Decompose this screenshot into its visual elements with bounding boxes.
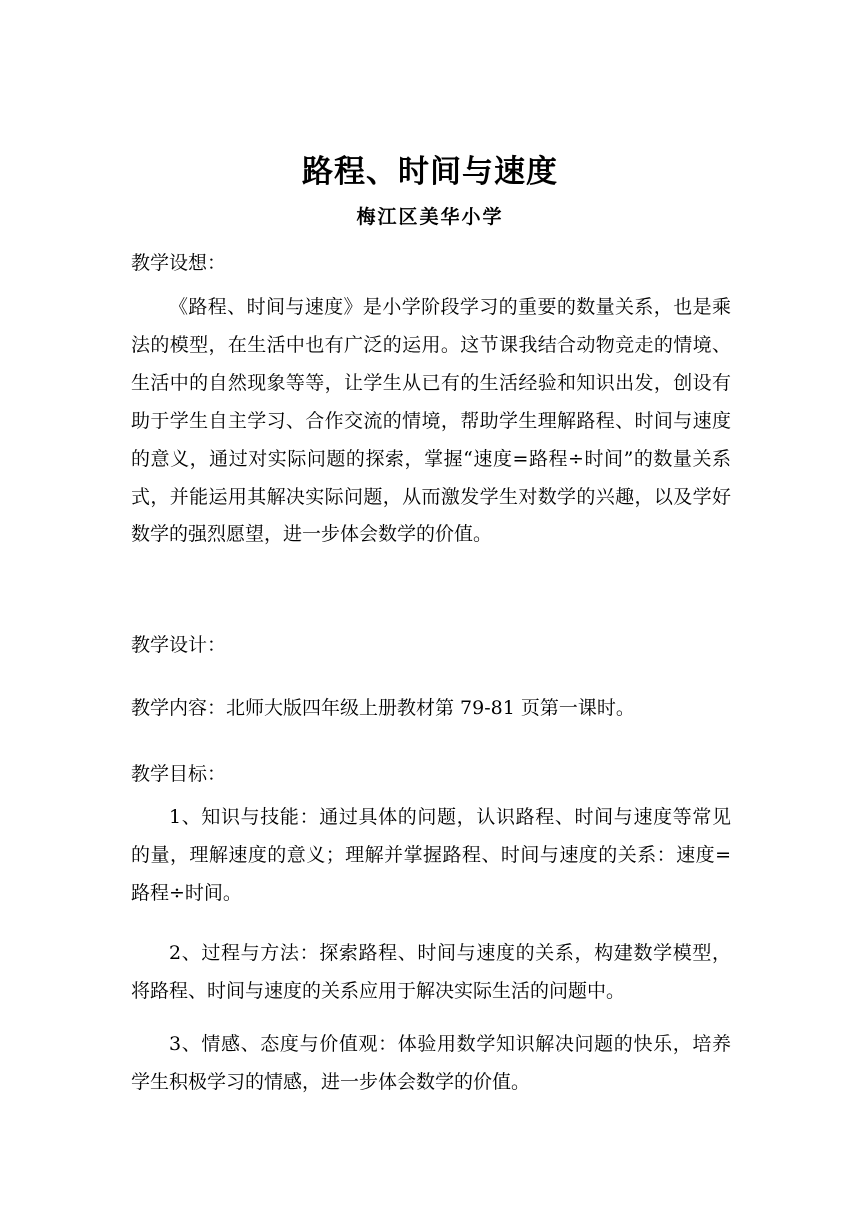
teaching-content-line: 教学内容：北师大版四年级上册教材第 79-81 页第一课时。 — [131, 697, 635, 719]
goal-item-knowledge: 1、知识与技能：通过具体的问题，认识路程、时间与速度等常见的量，理解速度的意义；理解并掌握路程、时间与速度的关系：速度=路程÷时间。 — [131, 806, 731, 904]
goal-item-process: 2、过程与方法：探索路程、时间与速度的关系，构建数学模型，将路程、时间与速度的关系应用于解决实际生活的问题中。 — [131, 942, 731, 1002]
school-name: 梅江区美华小学 — [356, 206, 504, 228]
section-label-teaching-idea: 教学设想： — [131, 252, 227, 274]
document-title: 路程、时间与速度 — [302, 154, 558, 190]
goal-item-emotion: 3、情感、态度与价值观：体验用数学知识解决问题的快乐，培养学生积极学习的情感，进一步体会数学的价值。 — [131, 1033, 731, 1093]
teaching-idea-paragraph: 《路程、时间与速度》是小学阶段学习的重要的数量关系，也是乘法的模型，在生活中也有广泛的运用。这节课我结合动物竞走的情境、生活中的自然现象等等，让学生从已有的生活经验和知识出发，创设有助于学生自主学习、合作交流的情境，帮助学生理解路程、时间与速度的意义，通过对实际问题的探索，掌握“速度=路程÷时间”的数量关系式，并能运用其解决实际问题，从而激发学生对数学的兴趣，以及学好数学的强烈愿望，进一步体会数学的价值。 — [131, 296, 731, 546]
section-label-teaching-design: 教学设计： — [131, 634, 227, 656]
section-label-teaching-goals: 教学目标： — [131, 763, 227, 785]
